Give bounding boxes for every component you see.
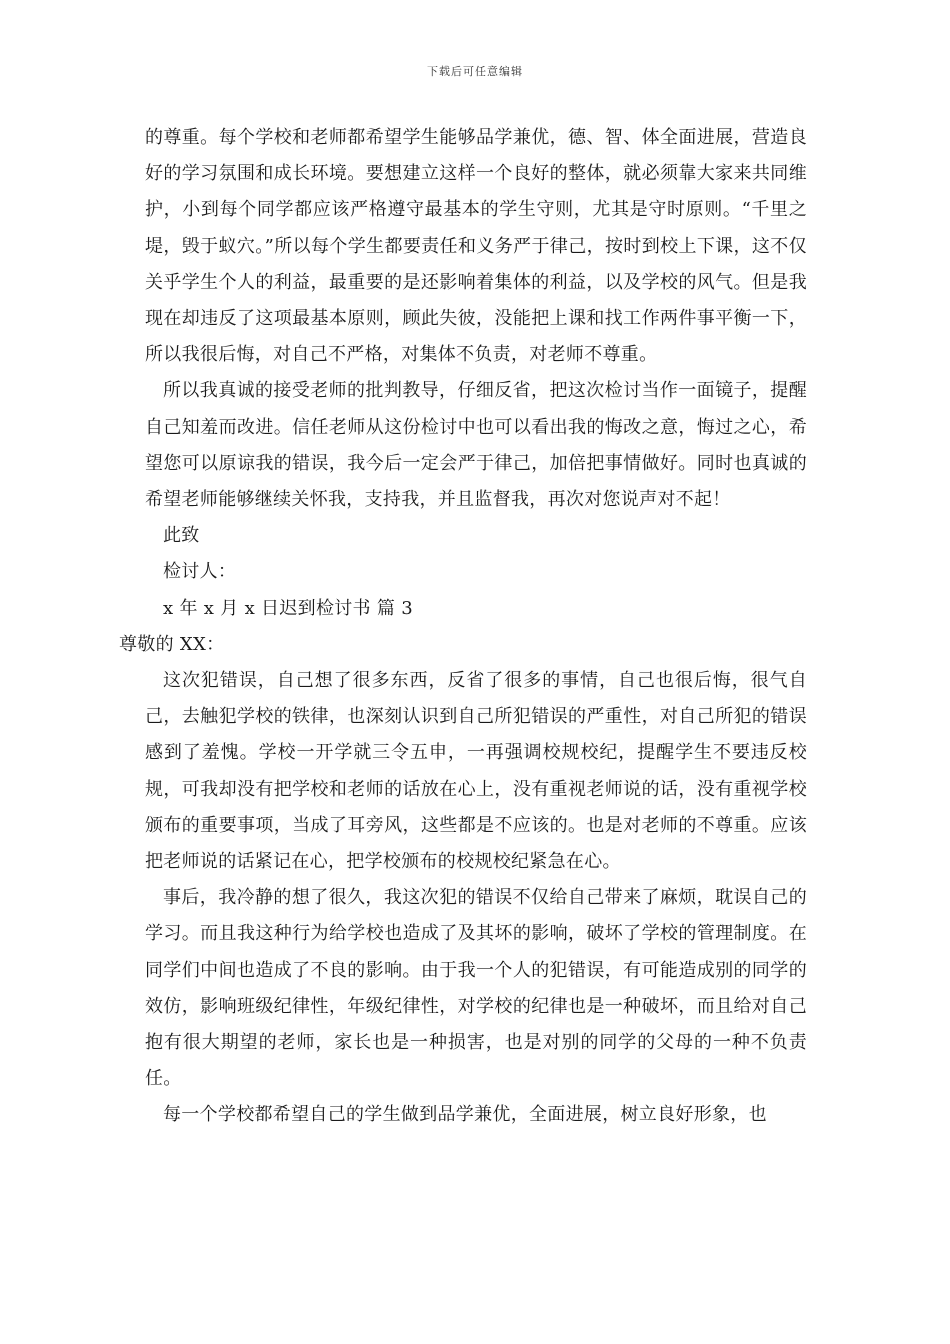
section-title: x 年 x 月 x 日迟到检讨书 篇 3 xyxy=(163,597,413,619)
paragraph-4: 事后，我冷静的想了很久，我这次犯的错误不仅给自己带来了麻烦，耽误自己的学习。而且我这种行为给学校也造成了及其坏的影响，破坏了学校的管理制度。在同学们中间也造成了不良的影响。由于我一个人的犯错误，有可能造成别的同学的效仿，影响班级纪律性，年级纪律性，对学校的纪律也是一种破坏，而且给对自己抱有很大期望的老师，家长也是一种损害，也是对别的同学的父母的一种不负责任。 xyxy=(145,887,807,1090)
signer-line: 检讨人： xyxy=(163,561,237,583)
document-body xyxy=(119,120,807,1134)
paragraph-5: 每一个学校都希望自己的学生做到品学兼优，全面进展，树立良好形象，也 xyxy=(163,1104,767,1126)
paragraph-2: 所以我真诚的接受老师的批判教导，仔细反省，把这次检讨当作一面镜子，提醒自己知羞而改进。信任老师从这份检讨中也可以看出我的悔改之意，悔过之心，希望您可以原谅我的错误，我今后一定会严于律己，加倍把事情做好。同时也真诚的希望老师能够继续关怀我，支持我，并且监督我，再次对您说声对不起！ xyxy=(145,380,807,511)
page-header-note: 下载后可任意编辑 xyxy=(427,65,523,78)
paragraph-3: 这次犯错误，自己想了很多东西，反省了很多的事情，自己也很后悔，很气自己，去触犯学校的铁律，也深刻认识到自己所犯错误的严重性，对自己所犯的错误感到了羞愧。学校一开学就三令五申，一再强调校规校纪，提醒学生不要违反校规，可我却没有把学校和老师的话放在心上，没有重视老师说的话，没有重视学校颁布的重要事项，当成了耳旁风，这些都是不应该的。也是对老师的不尊重。应该把老师说的话紧记在心，把学校颁布的校规校纪紧急在心。 xyxy=(145,670,807,873)
salutation-line: 尊敬的 XX： xyxy=(119,633,225,655)
paragraph-1: 的尊重。每个学校和老师都希望学生能够品学兼优，德、智、体全面进展，营造良好的学习氛围和成长环境。要想建立这样一个良好的整体，就必须靠大家来共同维护，小到每个同学都应该严格遵守最基本的学生守则，尤其是守时原则。“千里之堤，毁于蚁穴。”所以每个学生都要责任和义务严于律己，按时到校上下课，这不仅关乎学生个人的利益，最重要的是还影响着集体的利益，以及学校的风气。但是我现在却违反了这项最基本原则，顾此失彼，没能把上课和找工作两件事平衡一下，所以我很后悔，对自己不严格，对集体不负责，对老师不尊重。 xyxy=(145,127,807,366)
closing-line: 此致 xyxy=(163,525,200,547)
